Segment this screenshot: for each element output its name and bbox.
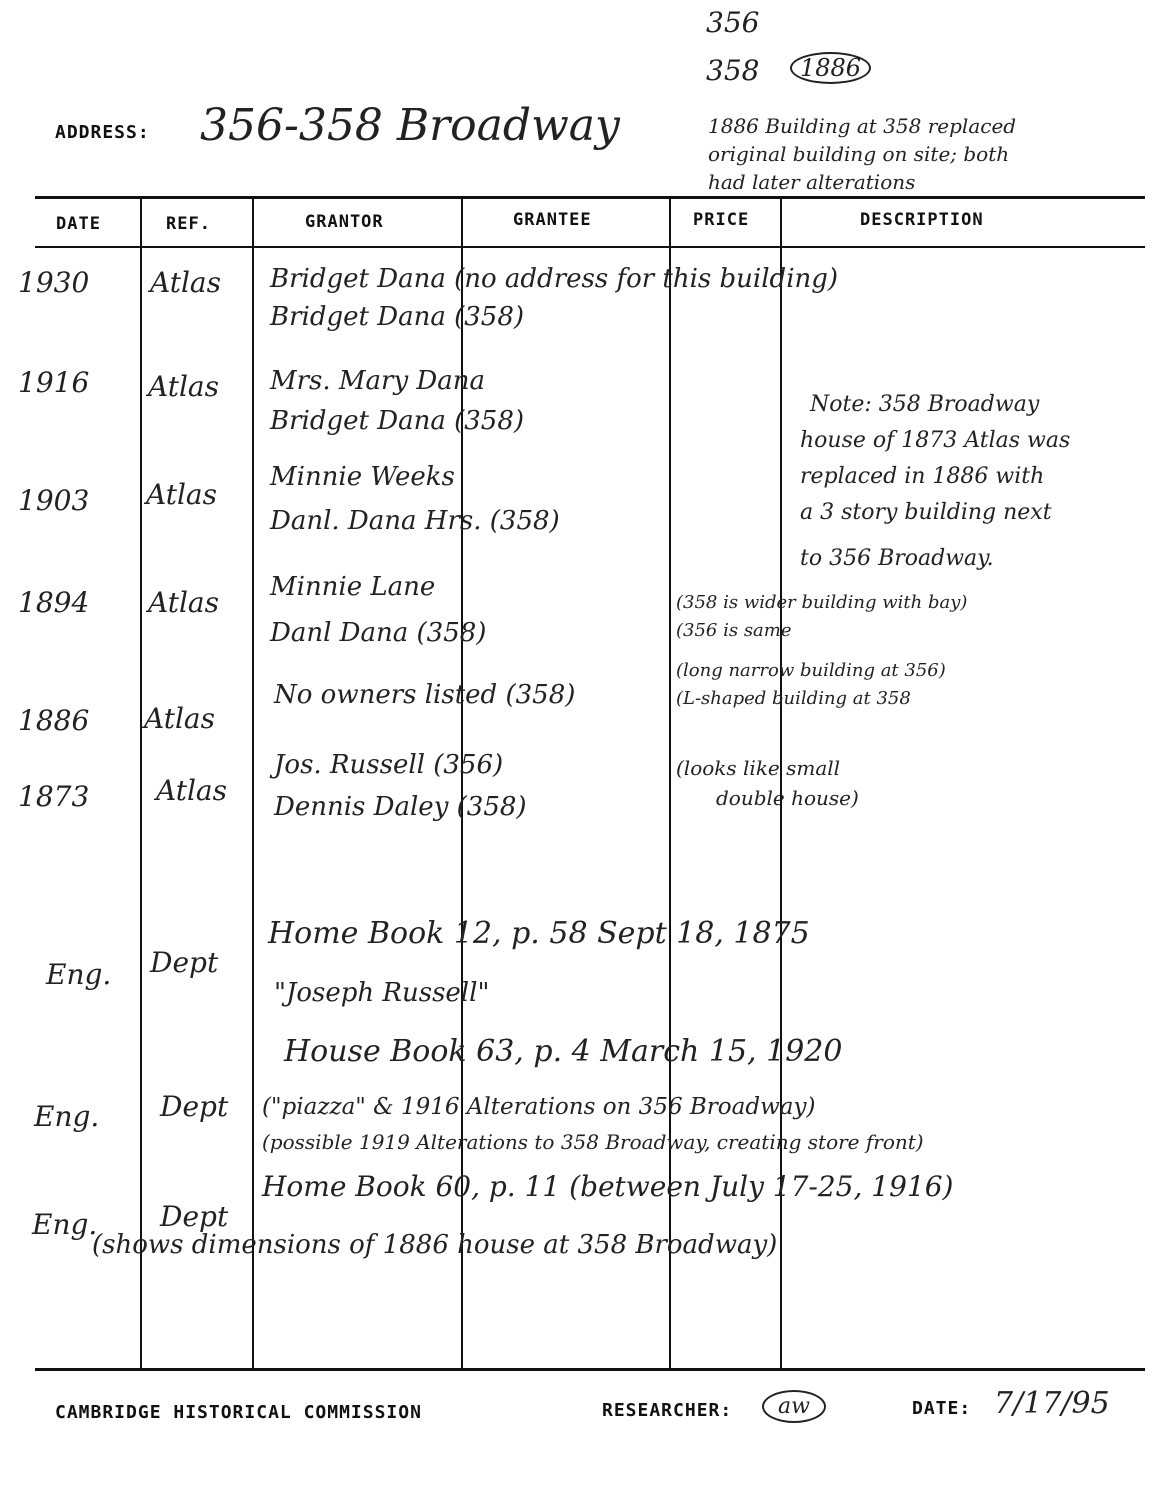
row-ref: Atlas	[150, 266, 221, 299]
row-entry-line: Danl Dana (358)	[270, 618, 487, 648]
row-entry-line: Danl. Dana Hrs. (358)	[270, 506, 560, 536]
column-header-grantee: GRANTEE	[513, 210, 592, 230]
price-note-line: (long narrow building at 356)	[676, 660, 946, 681]
address-note-line: 1886 Building at 358 replaced	[708, 114, 1017, 138]
eng-entry-line: "Joseph Russell"	[274, 978, 490, 1008]
eng-entry-date: Eng.	[46, 958, 112, 991]
table-bottom-rule	[35, 1368, 1145, 1371]
row-entry-line: Dennis Daley (358)	[274, 792, 527, 822]
column-header-price: PRICE	[693, 210, 750, 230]
row-ref: Atlas	[144, 702, 215, 735]
row-entry-line: Bridget Dana (358)	[270, 406, 525, 436]
row-date: 1894	[18, 586, 90, 619]
table-top-rule	[35, 196, 1145, 199]
address-note-line: original building on site; both	[708, 142, 1010, 166]
date-value: 7/17/95	[994, 1386, 1110, 1421]
eng-entry-line: (possible 1919 Alterations to 358 Broadway, creating store front)	[262, 1130, 924, 1154]
description-note-line: house of 1873 Atlas was	[800, 428, 1071, 453]
price-note-line: (looks like small	[676, 756, 841, 780]
description-note-line: a 3 story building next	[800, 500, 1052, 525]
footer-organization: CAMBRIDGE HISTORICAL COMMISSION	[55, 1402, 422, 1423]
eng-entry-ref: Dept	[160, 1200, 229, 1233]
description-note-line: Note: 358 Broadway	[810, 392, 1040, 417]
column-divider	[252, 198, 254, 1370]
row-ref: Atlas	[146, 478, 217, 511]
row-entry-line: Bridget Dana (no address for this building)	[270, 264, 839, 294]
eng-entry-line: (shows dimensions of 1886 house at 358 Broadway)	[92, 1230, 778, 1260]
header-number-358: 358	[706, 54, 760, 87]
row-entry-line: Jos. Russell (356)	[274, 750, 504, 780]
column-header-date: DATE	[56, 214, 101, 234]
row-entry-line: Bridget Dana (358)	[270, 302, 525, 332]
row-ref: Atlas	[148, 370, 219, 403]
eng-entry-date: Eng.	[32, 1208, 98, 1241]
row-ref: Atlas	[148, 586, 219, 619]
price-note-line: (356 is same	[676, 620, 792, 641]
address-note-line: had later alterations	[708, 170, 916, 194]
column-header-description: DESCRIPTION	[860, 210, 984, 230]
eng-entry-line: ("piazza" & 1916 Alterations on 356 Broadway)	[262, 1094, 816, 1120]
circled-year: 1886	[790, 52, 871, 84]
row-date: 1916	[18, 366, 90, 399]
date-label: DATE:	[912, 1398, 972, 1419]
eng-entry-line: House Book 63, p. 4 March 15, 1920	[284, 1034, 843, 1069]
row-entry-line: Minnie Weeks	[270, 462, 455, 492]
price-note-line: double house)	[716, 786, 859, 810]
price-note-line: (L-shaped building at 358	[676, 688, 911, 709]
description-note-line: to 356 Broadway.	[800, 546, 994, 571]
price-note-line: (358 is wider building with bay)	[676, 592, 968, 613]
eng-entry-ref: Dept	[150, 946, 219, 979]
address-value: 356-358 Broadway	[200, 100, 620, 151]
header-bottom-rule	[35, 246, 1145, 248]
eng-entry-ref: Dept	[160, 1090, 229, 1123]
header-number-356: 356	[706, 6, 760, 39]
column-header-grantor: GRANTOR	[305, 212, 384, 232]
row-ref: Atlas	[156, 774, 227, 807]
row-date: 1873	[18, 780, 90, 813]
row-entry-line: Minnie Lane	[270, 572, 436, 602]
eng-entry-line: Home Book 12, p. 58 Sept 18, 1875	[268, 916, 810, 951]
address-label: ADDRESS:	[55, 122, 150, 143]
row-date: 1930	[18, 266, 90, 299]
description-note-line: replaced in 1886 with	[800, 464, 1045, 489]
eng-entry-line: Home Book 60, p. 11 (between July 17-25, 1916)	[262, 1170, 954, 1203]
column-header-ref: REF.	[166, 214, 211, 234]
row-entry-line: Mrs. Mary Dana	[270, 366, 486, 396]
row-date: 1903	[18, 484, 90, 517]
row-entry-line: No owners listed (358)	[274, 680, 576, 710]
researcher-initials: aw	[762, 1390, 826, 1423]
row-date: 1886	[18, 704, 90, 737]
researcher-label: RESEARCHER:	[602, 1400, 733, 1421]
column-divider	[140, 198, 142, 1370]
eng-entry-date: Eng.	[34, 1100, 100, 1133]
